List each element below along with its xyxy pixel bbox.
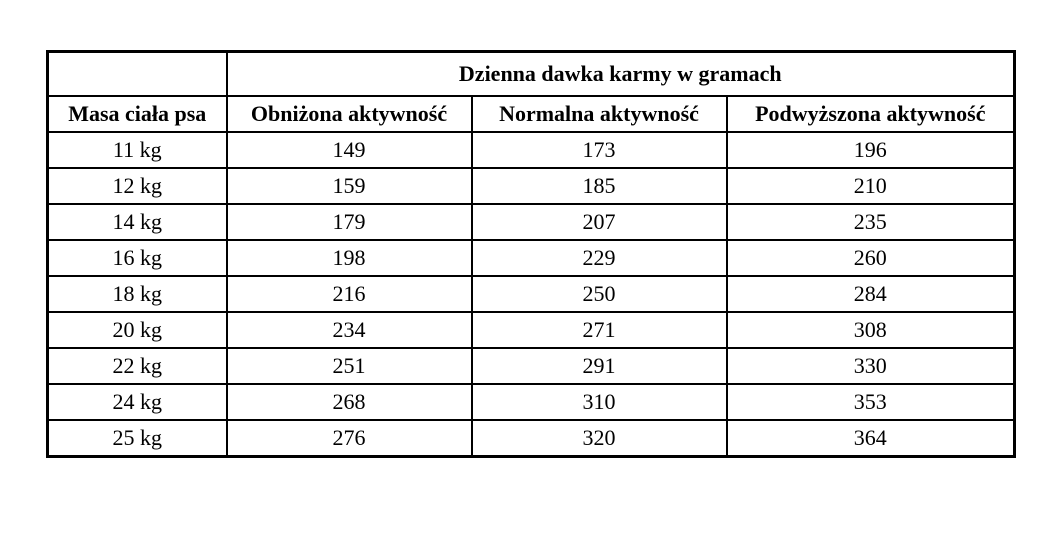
increased-activity-cell: 284	[727, 276, 1015, 312]
table-title-row	[48, 52, 1015, 97]
reduced-activity-cell: 251	[227, 348, 472, 384]
increased-activity-cell: 308	[727, 312, 1015, 348]
dog-food-dosage-table	[46, 50, 1016, 458]
col-header-body-mass: Masa ciała psa	[48, 96, 227, 132]
increased-activity-cell: 330	[727, 348, 1015, 384]
body-mass-cell: 14 kg	[48, 204, 227, 240]
col-header-normal-activity: Normalna aktywność	[472, 96, 727, 132]
table-row	[48, 168, 1015, 204]
normal-activity-cell: 310	[472, 384, 727, 420]
body-mass-cell: 25 kg	[48, 420, 227, 457]
body-mass-cell: 24 kg	[48, 384, 227, 420]
increased-activity-cell: 364	[727, 420, 1015, 457]
normal-activity-cell: 185	[472, 168, 727, 204]
reduced-activity-cell: 198	[227, 240, 472, 276]
table-container	[46, 50, 1016, 458]
increased-activity-cell: 196	[727, 132, 1015, 168]
reduced-activity-cell: 234	[227, 312, 472, 348]
col-header-increased-activity: Podwyższona aktywność	[727, 96, 1015, 132]
reduced-activity-cell: 268	[227, 384, 472, 420]
table-title: Dzienna dawka karmy w gramach	[227, 52, 1015, 97]
normal-activity-cell: 229	[472, 240, 727, 276]
normal-activity-cell: 271	[472, 312, 727, 348]
body-mass-cell: 22 kg	[48, 348, 227, 384]
corner-cell	[48, 52, 227, 97]
reduced-activity-cell: 276	[227, 420, 472, 457]
increased-activity-cell: 235	[727, 204, 1015, 240]
table-row	[48, 312, 1015, 348]
column-header-row	[48, 96, 1015, 132]
increased-activity-cell: 210	[727, 168, 1015, 204]
table-row	[48, 204, 1015, 240]
normal-activity-cell: 207	[472, 204, 727, 240]
table-row	[48, 384, 1015, 420]
reduced-activity-cell: 159	[227, 168, 472, 204]
body-mass-cell: 20 kg	[48, 312, 227, 348]
body-mass-cell: 12 kg	[48, 168, 227, 204]
table-row	[48, 132, 1015, 168]
reduced-activity-cell: 179	[227, 204, 472, 240]
table-row	[48, 240, 1015, 276]
body-mass-cell: 11 kg	[48, 132, 227, 168]
increased-activity-cell: 260	[727, 240, 1015, 276]
table-row	[48, 276, 1015, 312]
increased-activity-cell: 353	[727, 384, 1015, 420]
reduced-activity-cell: 216	[227, 276, 472, 312]
col-header-reduced-activity: Obniżona aktywność	[227, 96, 472, 132]
table-row	[48, 348, 1015, 384]
normal-activity-cell: 291	[472, 348, 727, 384]
body-mass-cell: 16 kg	[48, 240, 227, 276]
normal-activity-cell: 320	[472, 420, 727, 457]
table-row	[48, 420, 1015, 457]
table-body	[48, 132, 1015, 457]
normal-activity-cell: 173	[472, 132, 727, 168]
reduced-activity-cell: 149	[227, 132, 472, 168]
body-mass-cell: 18 kg	[48, 276, 227, 312]
normal-activity-cell: 250	[472, 276, 727, 312]
